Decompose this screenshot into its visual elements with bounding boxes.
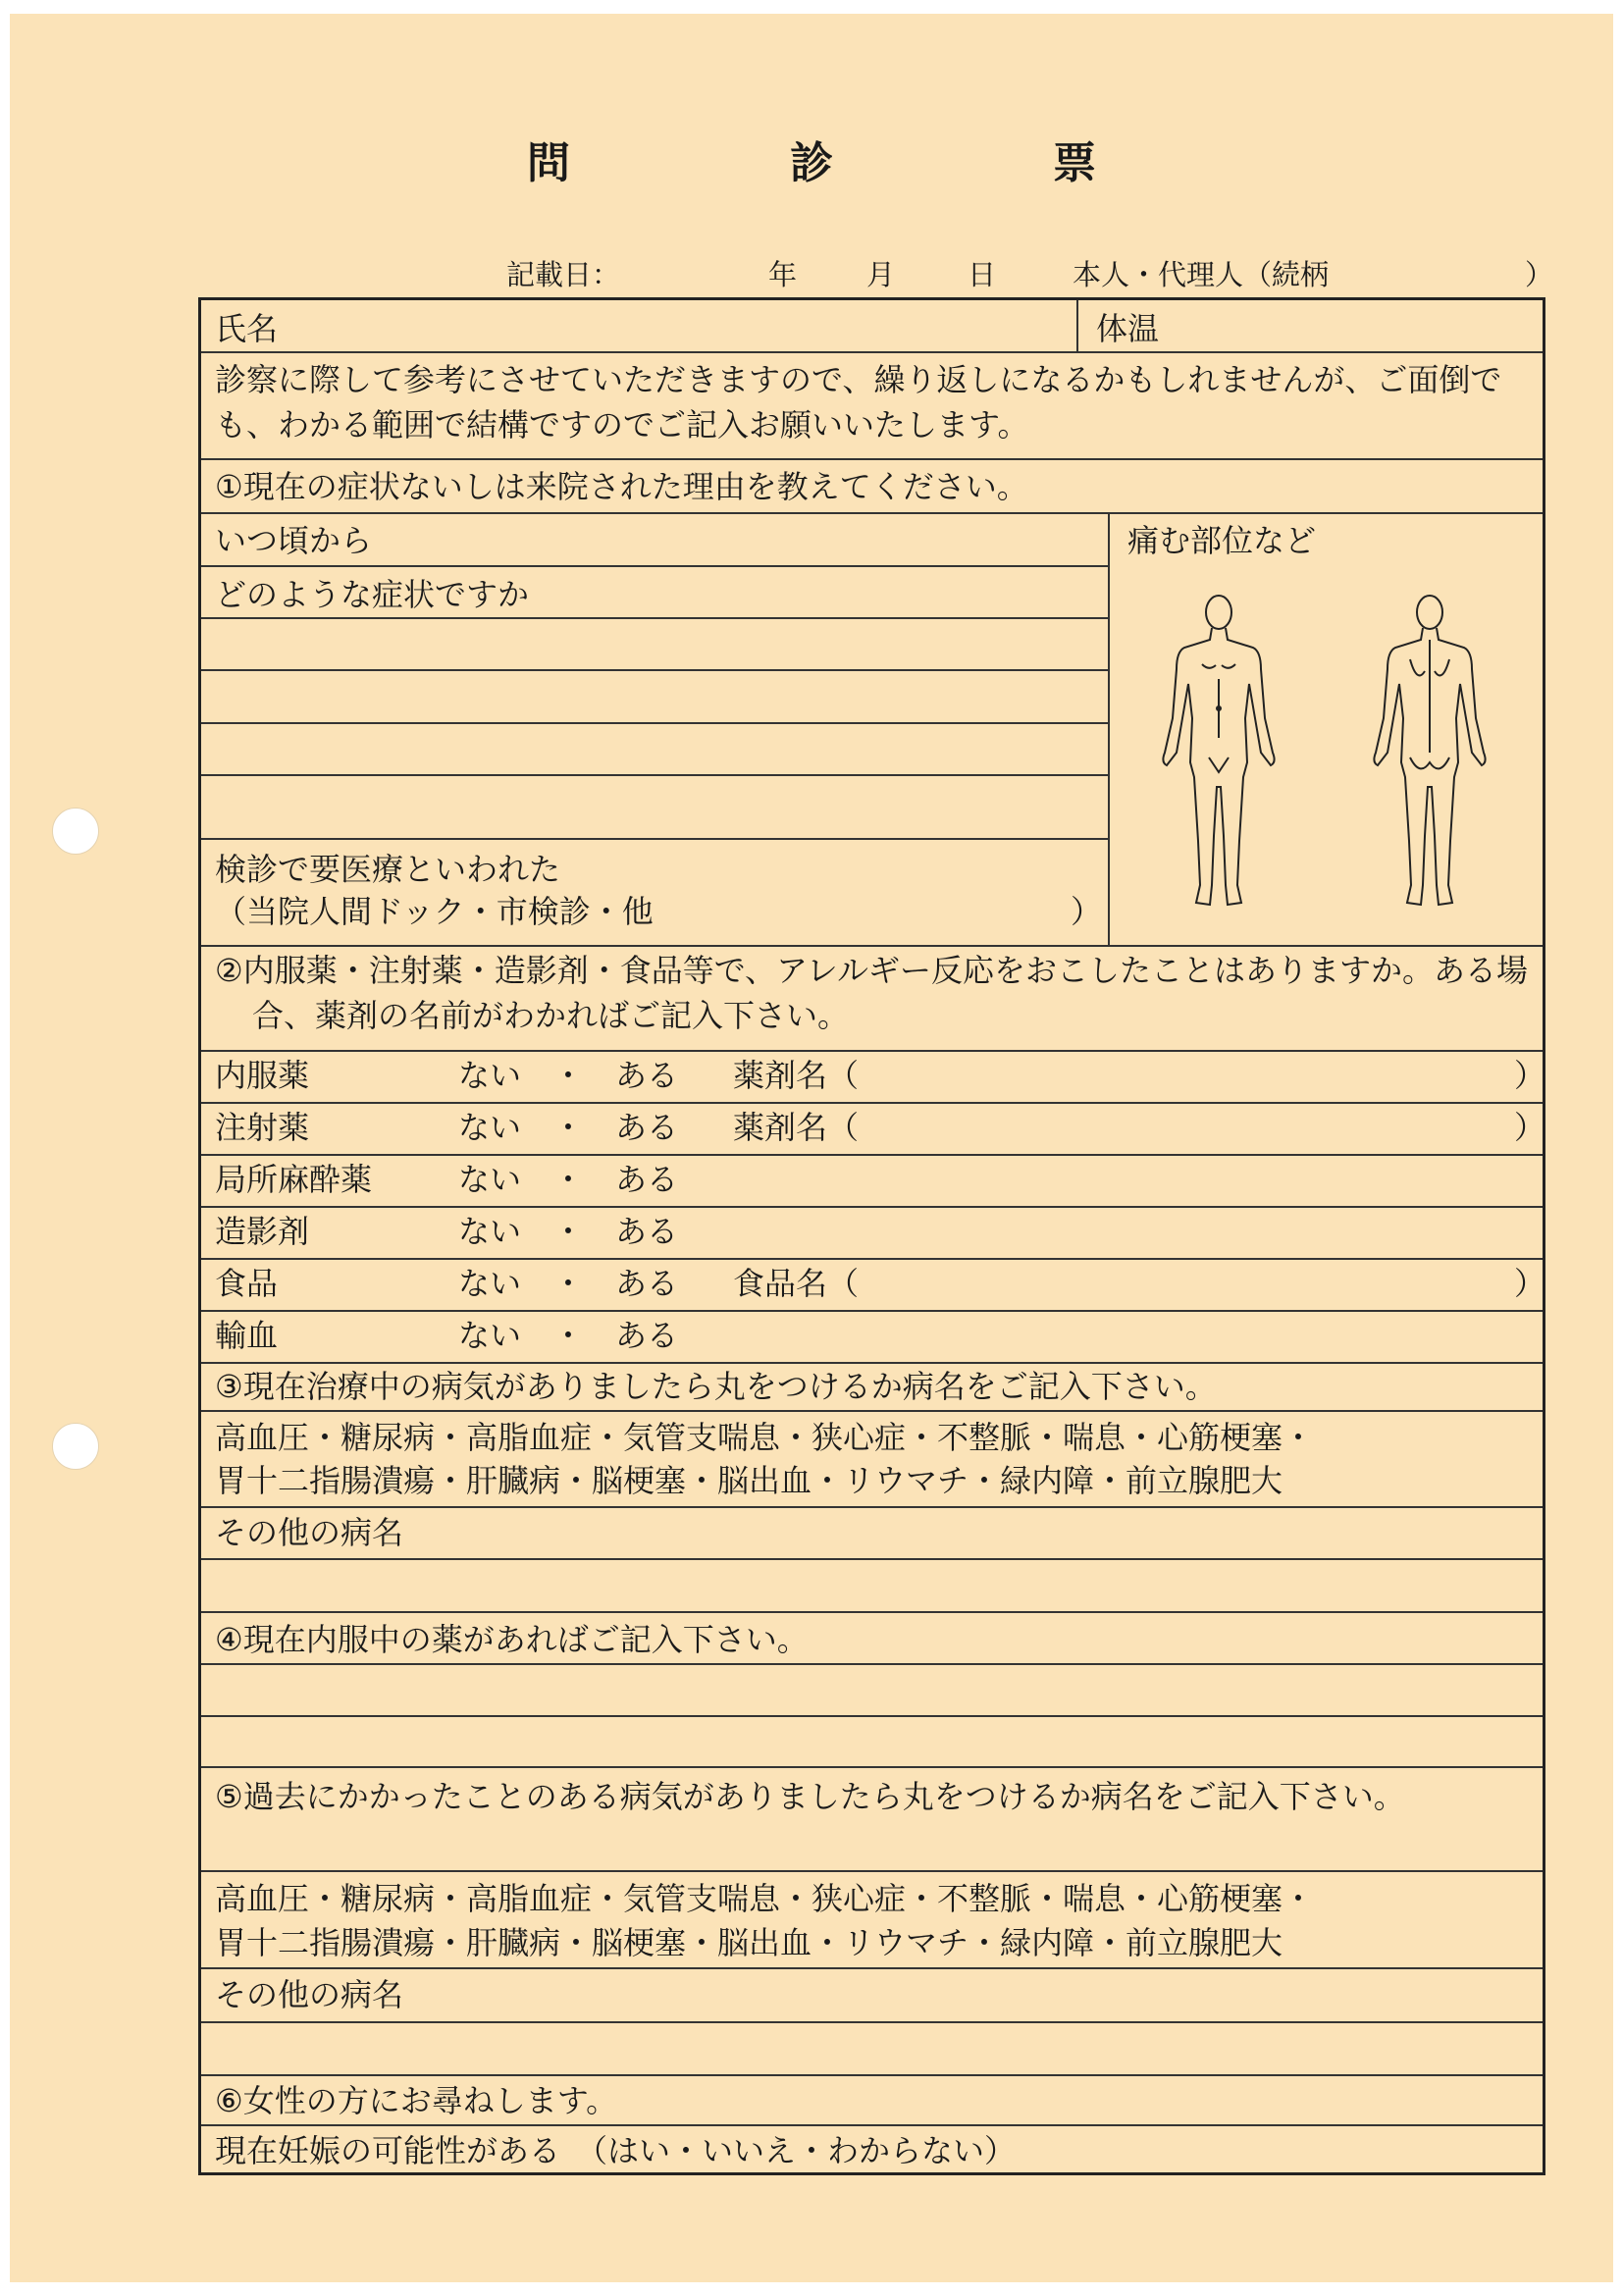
q6-pregnancy-question: 現在妊娠の可能性がある （はい・いいえ・わからない） bbox=[215, 2132, 1017, 2169]
allergy-row-options: ない ・ ある bbox=[458, 1057, 679, 1094]
q5-title: ⑤過去にかかったことのある病気がありましたら丸をつけるか病名をご記入下さい。 bbox=[215, 1778, 1405, 1815]
allergy-row-close: ） bbox=[1514, 1109, 1546, 1146]
body-back-icon bbox=[1349, 591, 1510, 914]
temperature-label: 体温 bbox=[1096, 310, 1160, 347]
q3-diseases-line1: 高血圧・糖尿病・高脂血症・気管支喘息・狭心症・不整脈・喘息・心筋梗塞・ bbox=[215, 1419, 1315, 1456]
name-label: 氏名 bbox=[215, 310, 279, 347]
date-label: 記載日： bbox=[506, 258, 621, 291]
intro-text: 診察に際して参考にさせていただきますので、繰り返しになるかもしれませんが、ご面倒でも、わかる範囲で結構ですのでご記入お願いいたします。 bbox=[215, 361, 1502, 444]
respondent-close: ） bbox=[1525, 258, 1554, 291]
q4-title: ④現在内服中の薬があればご記入下さい。 bbox=[215, 1621, 809, 1658]
allergy-row-label: 注射薬 bbox=[215, 1109, 310, 1146]
q5-diseases-line2: 胃十二指腸潰瘍・肝臓病・脳梗塞・脳出血・リウマチ・緑内障・前立腺肥大 bbox=[215, 1924, 1283, 1961]
allergy-row-label: 食品 bbox=[215, 1265, 279, 1302]
punch-hole-bottom bbox=[52, 1423, 99, 1470]
allergy-row-close: ） bbox=[1514, 1265, 1546, 1302]
q2-title: ②内服薬・注射薬・造影剤・食品等で、アレルギー反応をおこしたことはありますか。ある場合、薬剤の名前がわかればご記入下さい。 bbox=[215, 952, 1528, 1034]
allergy-row-options: ない ・ ある bbox=[458, 1161, 679, 1198]
q1-checkup-options: （当院人間ドック・市検診・他 bbox=[215, 893, 654, 930]
q1-since-label: いつ頃から bbox=[215, 522, 373, 559]
q3-diseases-line2: 胃十二指腸潰瘍・肝臓病・脳梗塞・脳出血・リウマチ・緑内障・前立腺肥大 bbox=[215, 1462, 1283, 1499]
q6-title: ⑥女性の方にお尋ねします。 bbox=[215, 2082, 618, 2119]
month-label: 月 bbox=[866, 258, 896, 291]
punch-hole-top bbox=[52, 808, 99, 855]
q1-checkup-label: 検診で要医療といわれた bbox=[215, 851, 561, 888]
year-label: 年 bbox=[768, 258, 798, 291]
day-label: 日 bbox=[968, 258, 997, 291]
respondent-label: 本人・代理人（続柄 bbox=[1073, 258, 1330, 291]
allergy-row-label: 局所麻酔薬 bbox=[215, 1161, 373, 1198]
q1-checkup-close: ） bbox=[1071, 893, 1103, 930]
allergy-row-name-label: 食品名（ bbox=[733, 1265, 860, 1302]
allergy-row-close: ） bbox=[1514, 1057, 1546, 1094]
allergy-row-options: ない ・ ある bbox=[458, 1317, 679, 1354]
allergy-row-name-label: 薬剤名（ bbox=[733, 1057, 860, 1094]
allergy-row-label: 内服薬 bbox=[215, 1057, 310, 1094]
allergy-row-options: ない ・ ある bbox=[458, 1265, 679, 1302]
q3-other-label: その他の病名 bbox=[215, 1514, 404, 1551]
questionnaire-form bbox=[198, 297, 1545, 2175]
q1-symptoms-label: どのような症状ですか bbox=[215, 576, 530, 613]
q5-diseases-line1: 高血圧・糖尿病・高脂血症・気管支喘息・狭心症・不整脈・喘息・心筋梗塞・ bbox=[215, 1880, 1315, 1917]
allergy-row-name-label: 薬剤名（ bbox=[733, 1109, 860, 1146]
allergy-row-label: 輸血 bbox=[215, 1317, 279, 1354]
allergy-row-options: ない ・ ある bbox=[458, 1213, 679, 1250]
q1-title: ①現在の症状ないしは来院された理由を教えてください。 bbox=[215, 468, 1028, 505]
pain-area-label: 痛む部位など bbox=[1127, 522, 1317, 559]
q5-other-label: その他の病名 bbox=[215, 1976, 404, 2013]
q3-title: ③現在治療中の病気がありましたら丸をつけるか病名をご記入下さい。 bbox=[215, 1368, 1217, 1405]
page-title: 問 診 票 bbox=[527, 138, 1184, 188]
allergy-row-options: ない ・ ある bbox=[458, 1109, 679, 1146]
allergy-row-label: 造影剤 bbox=[215, 1213, 310, 1250]
body-front-icon bbox=[1138, 591, 1299, 914]
